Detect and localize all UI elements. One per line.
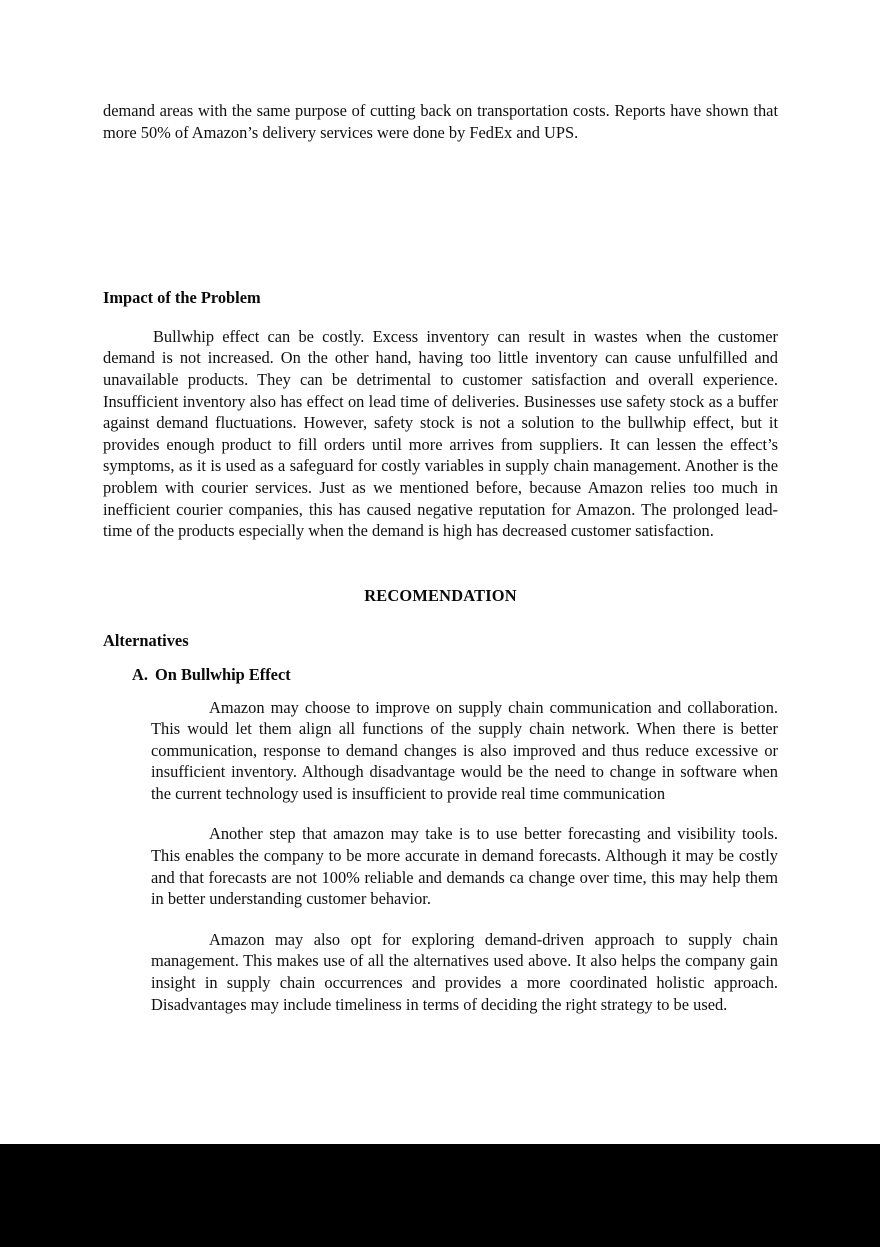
- alternative-paragraph-2: Another step that amazon may take is to use better forecasting and visibility tools. This enables the company to be more accurate in demand forecasts. Although it may be costly and that forecasts are not 100% reliable and demands ca change over time, this may help them in better understanding customer behavior.: [151, 824, 778, 909]
- paragraph-spacer: [151, 804, 778, 823]
- document-text-body: [103, 100, 778, 1015]
- list-spacer: [103, 652, 778, 664]
- bullwhip-alternatives-block: [151, 697, 778, 1016]
- recommendation-spacer: [103, 542, 778, 585]
- paragraph-spacer: [151, 910, 778, 929]
- alternatives-spacer: [103, 606, 778, 630]
- list-item-marker: A.: [132, 664, 148, 684]
- scan-edge-black-band: [0, 1144, 880, 1247]
- section-spacer: [103, 143, 778, 287]
- alternatives-heading: Alternatives: [103, 631, 189, 651]
- impact-of-the-problem-heading: Impact of the Problem: [103, 288, 261, 308]
- list-item-a: [132, 664, 778, 686]
- heading-spacer: [103, 309, 778, 326]
- continued-paragraph: demand areas with the same purpose of cutting back on transportation costs. Reports have shown that more 50% of Amazon’s delivery services were done by FedEx and UPS.: [103, 101, 778, 142]
- alternative-paragraph-1: Amazon may choose to improve on supply chain communication and collaboration. This would let them align all functions of the supply chain network. When there is better communication, response to demand changes is also improved and thus reduce excessive or insufficient inventory. Although disadvantage would be the need to change in software when the current technology used is insufficient to provide real time communication: [151, 697, 778, 803]
- impact-of-the-problem-paragraph: Bullwhip effect can be costly. Excess inventory can result in wastes when the customer demand is not increased. On the other hand, having too little inventory can cause unfulfilled and unavailable products. They can be detrimental to customer satisfaction and overall experience. Insufficient inventory also has effect on lead time of deliveries. Businesses use safety stock as a buffer against demand fluctuations. However, safety stock is not a solution to the bullwhip effect, but it provides enough product to fill orders until more arrives from suppliers. It can lessen the effect’s symptoms, as it is used as a safeguard for costly variables in supply chain management. Another is the problem with courier services. Just as we mentioned before, because Amazon relies too much in inefficient courier companies, this has caused negative reputation for Amazon. The prolonged lead-time of the products especially when the demand is high has decreased customer satisfaction.: [103, 326, 778, 541]
- alternative-paragraph-3: Amazon may also opt for exploring demand-driven approach to supply chain management. This makes use of all the alternatives used above. It also helps the company gain insight in supply chain occurrences and provides a more coordinated holistic approach. Disadvantages may include timeliness in terms of deciding the right strategy to be used.: [151, 929, 778, 1014]
- recommendation-heading: RECOMENDATION: [364, 585, 517, 605]
- list-item-label: On Bullwhip Effect: [155, 664, 291, 684]
- sublist-spacer: [103, 686, 778, 697]
